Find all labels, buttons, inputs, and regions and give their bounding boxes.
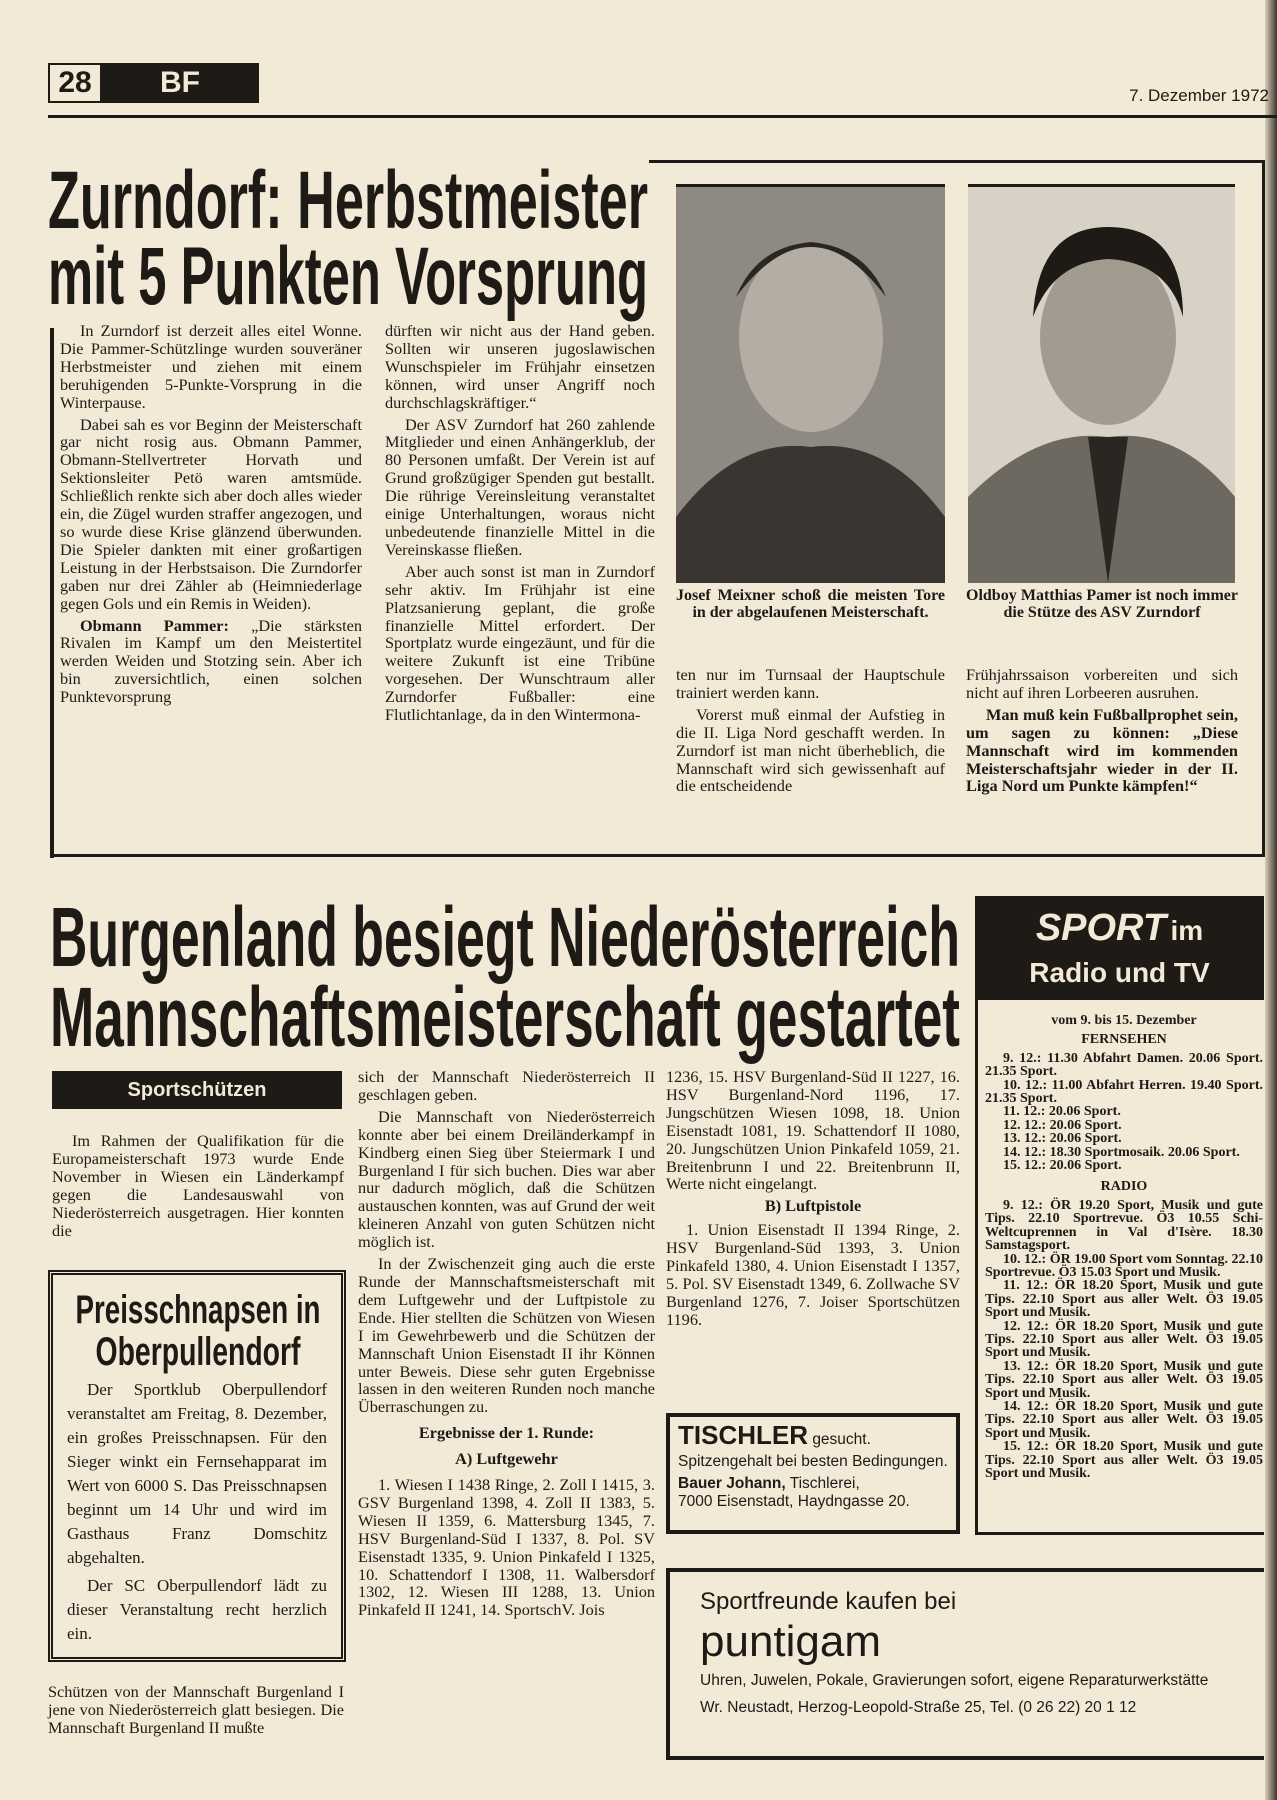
paragraph: dürften wir nicht aus der Hand geben. Sollten wir unseren jugoslawischen Wunschspieler im Frühjahr einsetzen können, wird unser Angriff noch durchschlagskräftiger.“: [385, 321, 655, 412]
sport-tv-listing: [985, 1012, 1263, 1480]
paragraph: In Zurndorf ist derzeit alles eitel Wonne. Die Pammer-Schützlinge wurden souveräner Herbstmeister und ziehen mit einem beruhigenden 5-Punkte-Vorsprung in die Winterpause.: [60, 321, 362, 412]
article-frame-top: [649, 160, 1264, 163]
ad-services: Uhren, Juwelen, Pokale, Gravierungen sofort, eigene Reparaturwerkstätte: [700, 1672, 1209, 1689]
listing-entry: 10. 12.: 11.00 Abfahrt Herren. 19.40 Sport. 21.35 Sport.: [985, 1077, 1263, 1107]
paragraph: Frühjahrssaison vorbereiten und sich nicht auf ihren Lorbeeren ausruhen.: [966, 665, 1238, 702]
ad-brand: puntigam: [700, 1617, 882, 1666]
listing-entry: 13. 12.: 20.06 Sport.: [1003, 1131, 1122, 1147]
article2-headline: [50, 890, 962, 1064]
article2-column-2: [358, 1068, 655, 1623]
kicker-sportschuetzen: Sportschützen: [52, 1071, 342, 1109]
photo2-caption: Oldboy Matthias Pamer ist noch immer die Stütze des ASV Zurndorf: [966, 587, 1238, 621]
article-frame-left: [50, 328, 54, 858]
paragraph: Dabei sah es vor Beginn der Meisterschaft gar nicht rosig aus. Obmann Pammer, Obmann-Stellvertreter Horvath und Sektionsleiter Petö waren amtsmüde. Schließlich renkte sich aber doch alles wieder ein, die Zügel wurden straffer angezogen, und so wurde diese Krise glänzend überwunden. Die Spieler dankten mit einer großartigen Leistung in der Herbstsaison. Die Zurndorfer gaben nur drei Zähler ab (Heimniederlage gegen Gols und ein Remis in Weiden).: [60, 414, 362, 613]
paragraph: Schützen von der Mannschaft Burgenland I jene von Niederösterreich glatt besiegen. Die Mannschaft Burgenland II mußte: [48, 1682, 344, 1737]
photo1-caption: Josef Meixner schoß die meisten Tore in der abgelaufenen Meisterschaft.: [676, 587, 945, 621]
paragraph: Der ASV Zurndorf hat 260 zahlende Mitglieder und einen Anhängerklub, der 80 Personen umfaßt. Der Verein ist auf Grund großzügiger Spenden gut bestallt. Die rührige Vereinsleitung veranstaltet einige Unterhaltungen, woraus nicht unbedeutende finanzielle Mittel in die Vereinskasse fließen.: [385, 414, 655, 559]
article1-headline: [48, 155, 652, 322]
header-rule: [48, 115, 1277, 118]
quote-text: „Die stärksten Rivalen im Kampf um den Meistertitel werden Weiden und Stotzing sein. Aber ich bin zuversichtlich, einen solchen Punktevorsprung: [60, 615, 363, 707]
listing-entry: 9. 12.: 11.30 Abfahrt Damen. 20.06 Sport. 21.35 Sport.: [985, 1050, 1263, 1080]
photo-josef-meixner: [676, 184, 945, 580]
results-list: 1236, 15. HSV Burgenland-Süd II 1227, 16. HSV Burgenland-Nord 1196, 17. Jungschützen Wiesen 1098, 18. Union Eisenstadt 1081, 19. Schattendorf II 1080, 20. Jungschützen Union Pinkafeld 1059, 21. Breitenbrunn I und 22. Breitenbrunn II, Werte nicht eingelangt.: [666, 1067, 960, 1194]
paragraph: Die Mannschaft von Niederösterreich konnte aber bei einem Dreiländerkampf in Kindberg einen Sieg über Steiermark I und Burgenland I für sich buchen. Dies war aber nur dadurch möglich, daß die Schützen austauschen konnten, was auf Grund der weit kleineren Anzahl von guten Schützen nicht möglich ist.: [358, 1106, 655, 1252]
results-list: 1. Union Eisenstadt II 1394 Ringe, 2. HSV Burgenland-Süd 1393, 3. Union Pinkafeld 1380, 4. Union Eisenstadt I 1357, 5. Pol. SV Eisenstadt 1349, 6. Zollwache SV Burgenland 1276, 7. Joiser Sportschützen 1196.: [666, 1220, 960, 1329]
quote-speaker: Obmann Pammer:: [80, 615, 229, 635]
sport-tv-frame-bottom: [975, 1532, 1264, 1535]
ad-puntigam: [666, 1568, 1264, 1760]
title-radio-tv: Radio und TV: [1029, 957, 1210, 988]
ad-text: Spitzengehalt bei besten Bedingungen.: [678, 1453, 948, 1470]
ad-title: TISCHLER: [678, 1420, 808, 1450]
listing-entry: 11. 12.: ÖR 18.20 Sport, Musik und gute Tips. 22.10 Sport aus aller Welt. Ö3 19.05 Sport und Musik.: [985, 1278, 1263, 1321]
listing-entry: 15. 12.: ÖR 18.20 Sport, Musik und gute Tips. 22.10 Sport aus aller Welt. Ö3 19.05 Sport und Musik.: [985, 1439, 1263, 1481]
tv-list: [985, 1052, 1263, 1173]
results-heading: Ergebnisse der 1. Runde:: [418, 1423, 595, 1443]
results-list: 1. Wiesen I 1438 Ringe, 2. Zoll I 1415, 3. GSV Burgenland 1398, 4. Zoll II 1383, 5. Wiesen II 1359, 6. Mattersburg 1345, 7. HSV Burgenland-Süd I 1337, 8. Pol. SV Eisenstadt 1335, 9. Union Pinkafeld I 1325, 10. Schattendorf I 1308, 11. Walbersdorf 1302, 12. Wiesen III 1288, 13. Union Pinkafeld II 1241, 14. SportschV. Jois: [358, 1475, 655, 1620]
listing-entry: 10. 12.: ÖR 19.00 Sport vom Sonntag. 22.10 Sportrevue. Ö3 15.03 Sport und Musik.: [985, 1251, 1263, 1280]
listing-entry: 12. 12.: ÖR 18.20 Sport, Musik und gute Tips. 22.10 Sport aus aller Welt. Ö3 19.05 Sport und Musik.: [985, 1318, 1263, 1361]
tv-heading: FERNSEHEN: [1081, 1032, 1167, 1048]
luftgewehr-heading: A) Luftgewehr: [455, 1449, 558, 1469]
headline-line-1: Preisschnapsen in: [75, 1288, 321, 1332]
paragraph: Der Sportklub Oberpullendorf veranstaltet am Freitag, 8. Dezember, ein großes Preisschnapsen. Für den Sieger winkt ein Fernsehapparat im Wert von 6000 S. Das Preisschnapsen beginnt um 14 Uhr und wird im Gasthaus Franz Domschitz abgehalten.: [67, 1380, 327, 1567]
listing-entry: 9. 12.: ÖR 19.20 Sport, Musik und gute Tips. 22.10 Sportrevue. Ö3 10.55 Schi-Weltcuprennen in Val d'Isère. 18.30 Samstagsport.: [985, 1197, 1263, 1254]
paragraph: Aber auch sonst ist man in Zurndorf sehr aktiv. Im Frühjahr ist eine Platzsanierung geplant, die große finanzielle Mittel erfordert. Der Sportplatz wurde eingezäunt, und für die weitere Zukunft ist eine Tribüne vorgesehen. Der Wunschtraum aller Zurndorfer Fußballer: eine Flutlichtanlage, da in den Wintermona-: [385, 561, 655, 725]
sport-tv-frame-left: [975, 1000, 978, 1534]
ad-address: Wr. Neustadt, Herzog-Leopold-Straße 25, Tel. (0 26 22) 20 1 12: [700, 1699, 1137, 1716]
listing-entry: 11. 12.: 20.06 Sport.: [1003, 1104, 1121, 1120]
paragraph: ten nur im Turnsaal der Hauptschule trainiert werden kann.: [676, 665, 945, 702]
headline-line-2: Oberpullendorf: [95, 1330, 301, 1374]
paragraph: [60, 617, 362, 707]
article1-column-2: [385, 322, 655, 728]
ad-name-suffix: Tischlerei,: [789, 1475, 860, 1492]
luftpistole-heading: B) Luftpistole: [764, 1196, 862, 1216]
portrait-image: [676, 187, 945, 583]
ad-tischler: [666, 1413, 960, 1534]
article1-column-4: [966, 666, 1238, 799]
article2-column-1-top: [52, 1132, 344, 1243]
page-header-box: [48, 63, 259, 103]
preisschnapsen-box: [48, 1270, 346, 1662]
paragraph: Im Rahmen der Qualifikation für die Europameisterschaft 1973 wurde Ende November in Wiesen ein Länderkampf gegen die Landesauswahl von Niederösterreich ausgetragen. Hier konnten die: [52, 1131, 344, 1240]
paragraph: sich der Mannschaft Niederösterreich II geschlagen geben.: [358, 1067, 655, 1104]
page-edge-shadow: [1265, 0, 1277, 1800]
headline-line-2: mit 5 Punkten Vorsprung: [48, 231, 648, 322]
headline-line-1: Burgenland besiegt Niederösterreich: [50, 890, 960, 984]
preisschnapsen-headline: [67, 1287, 329, 1374]
title-im: im: [1170, 915, 1204, 946]
ad-name: Bauer Johann,: [678, 1475, 786, 1492]
listing-entry: 14. 12.: 18.30 Sportmosaik. 20.06 Sport.: [1003, 1144, 1240, 1160]
photo-matthias-pamer: [968, 184, 1235, 580]
article-frame-right: [1262, 160, 1265, 857]
article-frame-bottom: [50, 854, 1264, 857]
section-label: BF: [160, 66, 200, 99]
issue-date: 7. Dezember 1972: [1129, 86, 1269, 105]
article1-column-3: [676, 666, 945, 799]
portrait-image: [968, 187, 1235, 583]
article2-column-3: [666, 1068, 960, 1333]
listing-period: vom 9. bis 15. Dezember: [1051, 1013, 1197, 1028]
listing-entry: 13. 12.: ÖR 18.20 Sport, Musik und gute Tips. 22.10 Sport aus aller Welt. Ö3 19.05 Sport und Musik.: [985, 1358, 1263, 1401]
preisschnapsen-body: [67, 1378, 327, 1646]
ad-address: 7000 Eisenstadt, Haydngasse 20.: [678, 1493, 910, 1510]
paragraph: Vorerst muß einmal der Aufstieg in die II. Liga Nord geschafft werden. In Zurndorf ist man nicht überheblich, die Mannschaft wird sich gewissenhaft auf die entscheidende: [676, 704, 945, 796]
paragraph: In der Zwischenzeit ging auch die erste Runde der Mannschaftsmeisterschaft mit dem Luftgewehr und der Luftpistole zu Ende. Hier stellten die Schützen von Wiesen I im Gewehrbewerb und die Schützen der Mannschaft Union Eisenstadt II ihr Können unter Beweis. Diese sehr guten Ergebnisse lassen in den weiteren Runden noch manche Überraschungen zu.: [358, 1254, 655, 1417]
headline-line-1: Zurndorf: Herbstmeister: [48, 155, 648, 246]
ad-tagline: Sportfreunde kaufen bei: [700, 1588, 957, 1615]
paragraph: Der SC Oberpullendorf lädt zu dieser Veranstaltung recht herzlich ein.: [67, 1576, 327, 1643]
listing-entry: 14. 12.: ÖR 18.20 Sport, Musik und gute Tips. 22.10 Sport aus aller Welt. Ö3 19.05 Sport und Musik.: [985, 1398, 1263, 1441]
article2-column-1-bottom: [48, 1683, 344, 1741]
ad-title-suffix: gesucht.: [812, 1431, 871, 1448]
title-sport: SPORT: [1035, 907, 1167, 949]
listing-entry: 15. 12.: 20.06 Sport.: [1003, 1158, 1122, 1174]
closing-quote: Man muß kein Fußballprophet sein, um sagen zu können: „Diese Mannschaft wird im kommenden Meisterschaftsjahr wieder in der II. Liga Nord um Punkte kämpfen!“: [966, 704, 1238, 796]
headline-line-2: Mannschaftsmeisterschaft gestartet: [50, 970, 960, 1064]
radio-heading: RADIO: [1100, 1179, 1148, 1195]
sport-tv-title-box: [975, 896, 1264, 1000]
listing-entry: 12. 12.: 20.06 Sport.: [1003, 1117, 1122, 1133]
radio-list: [985, 1199, 1263, 1481]
page-number: 28: [50, 65, 100, 101]
article1-column-1: [60, 322, 362, 710]
